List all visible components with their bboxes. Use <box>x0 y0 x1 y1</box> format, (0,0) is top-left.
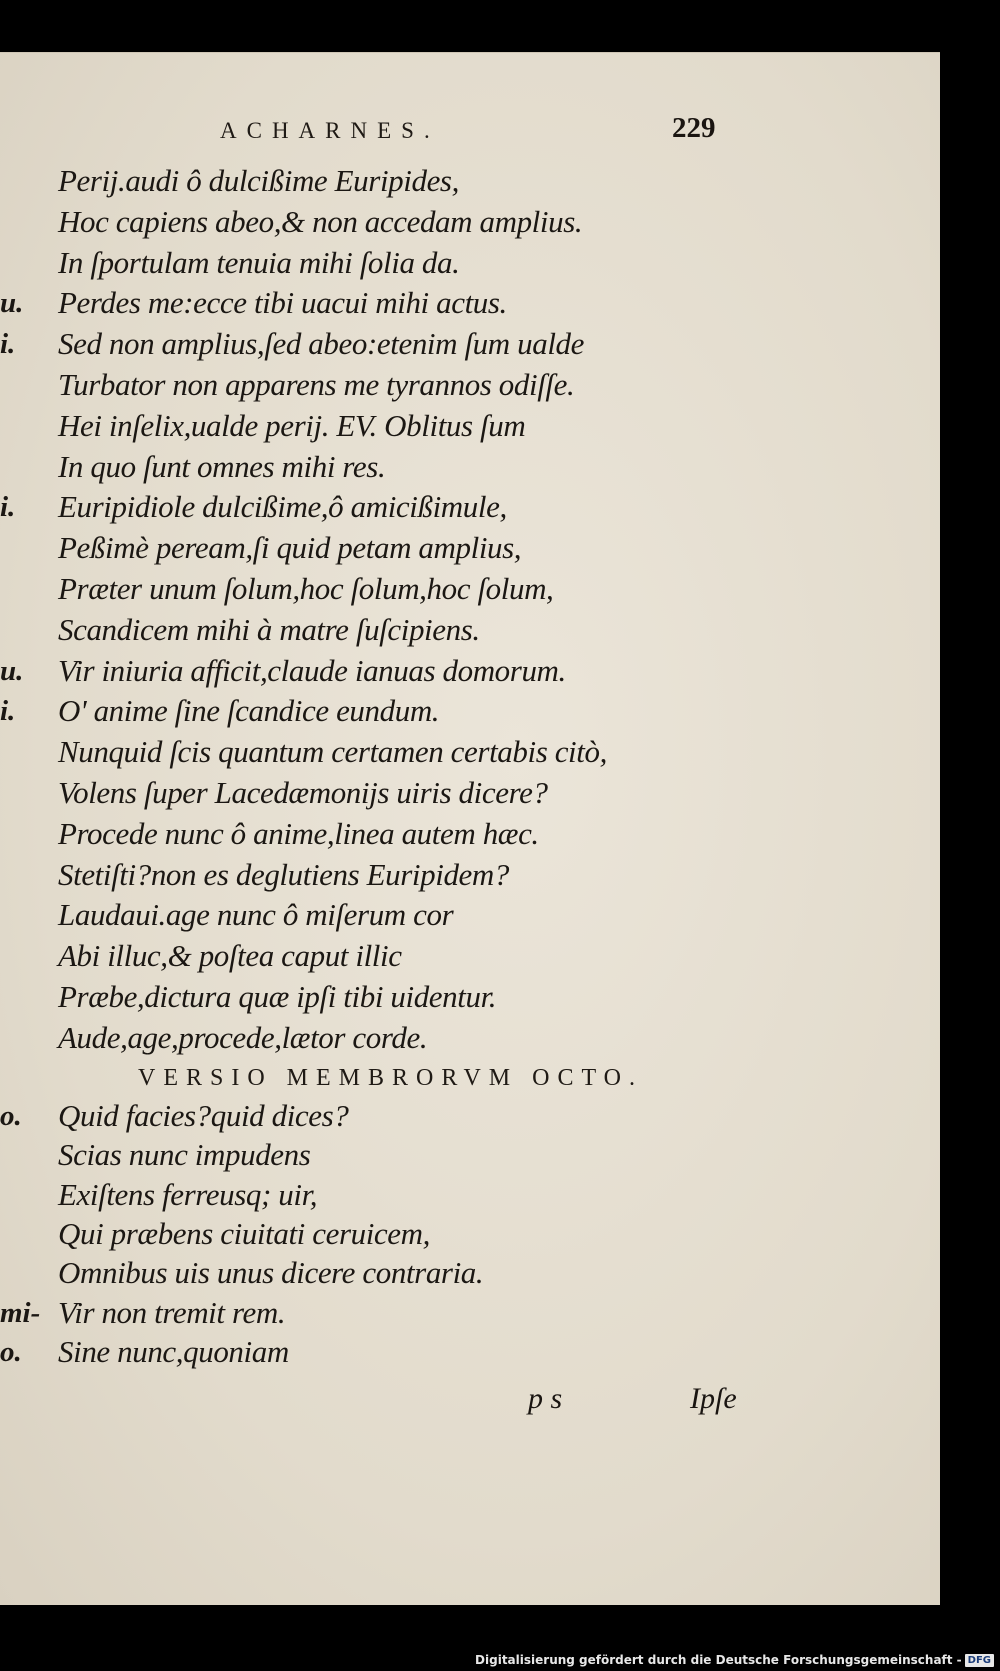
margin-speaker-label: o. <box>0 1100 22 1132</box>
verse2-line: Quid facies?quid dices? <box>58 1098 349 1133</box>
catchword: Ipſe <box>690 1382 737 1415</box>
verse-line: Volens ſuper Lacedæmonijs uiris dicere? <box>58 775 548 810</box>
margin-speaker-label: o. <box>0 1335 22 1368</box>
folio-number: 229 <box>672 112 716 144</box>
footer-text: Digitalisierung gefördert durch die Deutsche Forschungsgemeinschaft - <box>475 1653 962 1667</box>
verse-line: Peßimè peream,ſi quid petam amplius, <box>58 530 522 566</box>
verse-line: In ſportulam tenuia mihi ſolia da. <box>58 244 460 280</box>
verse2-line: Vir non tremit rem. <box>58 1294 286 1330</box>
margin-speaker-label: i. <box>0 695 16 728</box>
verse-line: Procede nunc ô anime,linea autem hæc. <box>58 815 539 851</box>
verse-line: Euripidiole dulcißime,ô amicißimule, <box>58 489 507 525</box>
section-heading: VERSIO MEMBRORVM OCTO. <box>138 1065 644 1091</box>
verse-line: Turbator non apparens me tyrannos odiſſe. <box>58 367 575 402</box>
signature-mark: p s <box>528 1382 563 1415</box>
verse-line: O' anime ſine ſcandice eundum. <box>58 693 440 729</box>
verse-line: Perij.audi ô dulcißime Euripides, <box>58 163 459 198</box>
margin-speaker-label: i. <box>0 491 16 524</box>
verse-line: Hoc capiens abeo,& non accedam amplius. <box>58 203 583 239</box>
verse-line: Laudaui.age nunc ô miſerum cor <box>58 897 454 933</box>
verse-line: Præbe,dictura quæ ipſi tibi uidentur. <box>58 979 497 1014</box>
verse-line: Scandicem mihi à matre ſuſcipiens. <box>58 611 480 647</box>
margin-speaker-label: u. <box>0 287 24 320</box>
margin-speaker-label: i. <box>0 328 16 361</box>
digitization-footer <box>475 1653 994 1667</box>
verse-line: Præter unum ſolum,hoc ſolum,hoc ſolum, <box>58 571 554 606</box>
verse2-line: Scias nunc impudens <box>58 1137 311 1173</box>
verse-line: Stetiſti?non es deglutiens Euripidem? <box>58 856 510 892</box>
running-head: ACHARNES. <box>220 118 440 143</box>
verse2-line: Omnibus uis unus dicere contraria. <box>58 1255 484 1291</box>
dfg-logo: DFG <box>965 1654 994 1667</box>
verse-line: Vir iniuria afficit,claude ianuas domorum. <box>58 652 566 688</box>
verse2-line: Qui præbens ciuitati ceruicem, <box>58 1215 430 1251</box>
verse-line: Perdes me:ecce tibi uacui mihi actus. <box>58 285 507 321</box>
margin-speaker-label: u. <box>0 654 24 687</box>
verse-line: Aude,age,procede,lætor corde. <box>58 1019 428 1055</box>
verse-line: In quo ſunt omnes mihi res. <box>58 448 386 484</box>
margin-speaker-label: mi- <box>0 1296 41 1329</box>
verse-line: Sed non amplius,ſed abeo:etenim ſum ualde <box>58 326 584 362</box>
verse2-line: Sine nunc,quoniam <box>58 1333 289 1369</box>
verse2-line: Exiſtens ferreusq; uir, <box>58 1176 318 1212</box>
verse-line: Hei inſelix,ualde perij. EV. Oblitus ſum <box>58 407 526 443</box>
verse-line: Nunquid ſcis quantum certamen certabis citò, <box>58 734 607 770</box>
verse-line: Abi illuc,& poſtea caput illic <box>58 938 402 974</box>
